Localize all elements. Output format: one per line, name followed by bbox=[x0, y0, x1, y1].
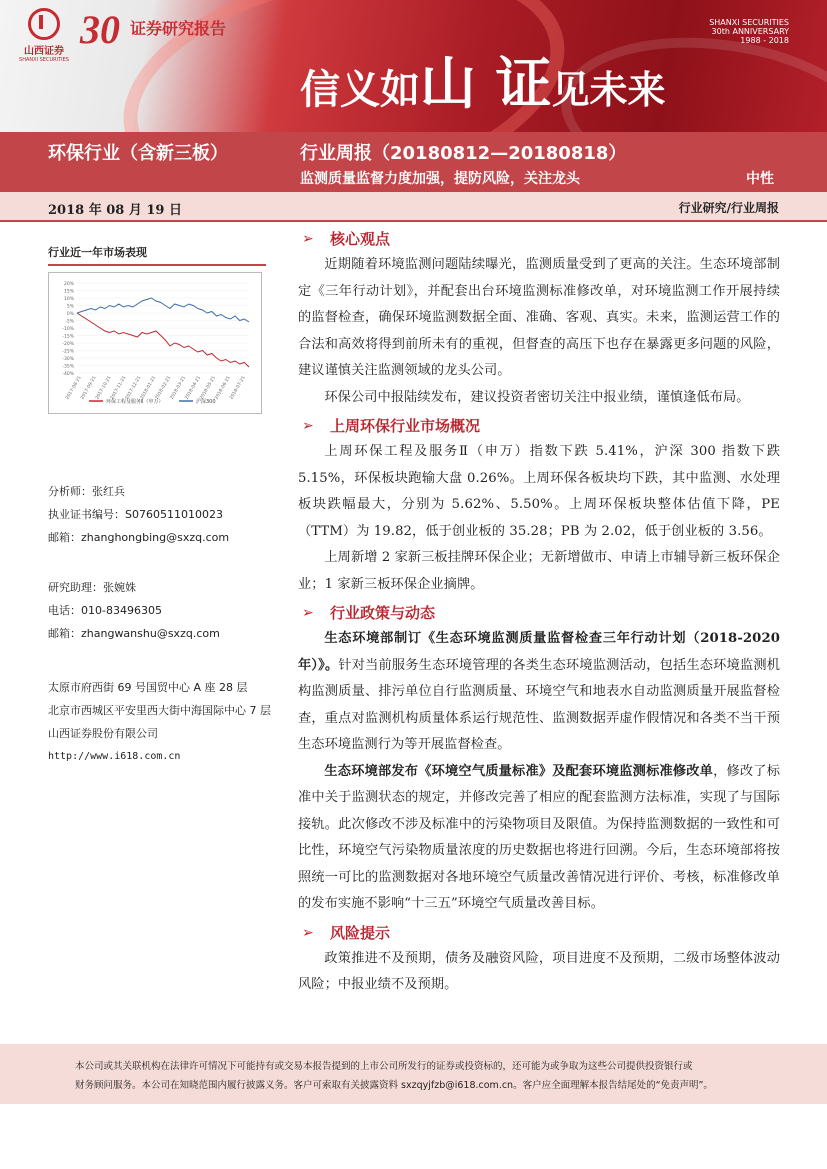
main-content bbox=[298, 224, 780, 999]
assistant-phone: 电话：010-83496305 bbox=[48, 604, 162, 617]
chart-y-tick-label: -40% bbox=[62, 372, 74, 377]
section-arrow-icon: ➢ bbox=[302, 605, 314, 621]
section-heading-core bbox=[298, 226, 780, 252]
section-heading-risk bbox=[298, 920, 780, 946]
report-type: 证券研究报告 bbox=[130, 19, 227, 38]
banner-slogan bbox=[300, 40, 666, 120]
section-title: 风险提示 bbox=[330, 923, 391, 942]
disclaimer-line: 本公司或其关联机构在法律许可情况下可能持有或交易本报告提到的上市公司所发行的证券或投资标的，还可能为或争取为这些公司提供投资银行或 bbox=[75, 1061, 693, 1072]
anniversary-en-line: 1988 - 2018 bbox=[740, 36, 789, 45]
section-arrow-icon: ➢ bbox=[302, 418, 314, 434]
address-taiyuan: 太原市府西街 69 号国贸中心 A 座 28 层 bbox=[48, 681, 248, 694]
chart-x-tick-label: 2017-11-21 bbox=[110, 375, 128, 401]
market-chart-svg bbox=[49, 273, 261, 413]
anniversary-en-line: SHANXI SECURITIES bbox=[709, 18, 789, 27]
logo-mark-icon bbox=[28, 8, 60, 40]
section-title: 核心观点 bbox=[330, 230, 391, 248]
anniversary-en-text bbox=[709, 18, 789, 45]
banner bbox=[0, 0, 827, 132]
rating-badge: 中性 bbox=[746, 171, 774, 187]
sidebar bbox=[48, 244, 266, 414]
slogan-part: 见未来 bbox=[551, 68, 666, 112]
policy-body: ，修改了标准中关于监测状态的规定，并修改完善了相应的配套监测方法标准，实现了与国际接轨。此次修改不涉及标准中的污染物项目及限值。为保持监测数据的一致性和可比性，环境空气污染物质量浓度的历史数据也将进行回溯。今后，生态环境部将按照统一可比的监测数据对各地环境空气质量改善情况进行评价、考核，标准修改单的发布实施不影响“十三五”环境空气质量改善目标。 bbox=[298, 763, 780, 911]
chart-x-tick-label: 2017-08-21 bbox=[65, 375, 83, 401]
section-arrow-icon: ➢ bbox=[302, 924, 314, 941]
company-address bbox=[48, 678, 274, 766]
slogan-part: 信义如 bbox=[300, 67, 420, 113]
disclaimer-footer bbox=[0, 1044, 827, 1104]
chart-y-tick-label: -10% bbox=[62, 327, 74, 332]
chart-y-tick-label: 20% bbox=[63, 282, 74, 287]
logo-en-text: SHANXI SECURITIES bbox=[19, 57, 69, 63]
chart-y-tick-label: 5% bbox=[66, 304, 74, 310]
chart-x-tick-label: 2017-12-21 bbox=[124, 375, 143, 401]
chart-x-tick-label: 2018-03-21 bbox=[169, 375, 188, 401]
section-heading-policy bbox=[298, 600, 780, 626]
company-logo bbox=[14, 8, 74, 63]
policy-paragraph bbox=[298, 759, 780, 918]
chart-y-tick-label: -25% bbox=[62, 349, 74, 355]
date-band bbox=[0, 192, 827, 222]
report-date: 2018 年 08 月 19 日 bbox=[48, 203, 182, 218]
assistant-info bbox=[48, 576, 220, 645]
market-chart bbox=[48, 272, 262, 414]
chart-y-tick-label: -35% bbox=[62, 364, 74, 370]
chart-x-tick-label: 2018-01-21 bbox=[139, 375, 158, 401]
section-heading-market bbox=[298, 413, 780, 439]
policy-body: 针对当前服务生态环境管理的各类生态环境监测活动，包括生态环境监测机构监测质量、排污单位自行监测质量、环境空气和地表水自动监测质量开展监督检查，重点对监测机构质量体系运行规范性、监测数据弄虚作假情况和各类不当干预生态环境监测行为等开展监督检查。 bbox=[298, 657, 781, 752]
core-paragraph: 近期随着环境监测问题陆续曝光，监测质量受到了更高的关注。生态环境部制定《三年行动计划》，并配套出台环境监测标准修改单，对环境监测工作开展持续的监督检查，确保环境监测数据全面、准确、客观、真实。未来，监测运营工作的合法和高效将得到前所未有的重视，但督查的高压下也存在暴露更多问题的风险，建议谨慎关注监测领域的龙头公司。 bbox=[298, 257, 780, 378]
chart-y-tick-label: -30% bbox=[62, 357, 74, 362]
chart-series-line bbox=[77, 298, 249, 322]
chart-y-tick-label: -15% bbox=[62, 334, 74, 340]
analyst-info bbox=[48, 480, 229, 549]
section-arrow-icon: ➢ bbox=[302, 231, 314, 247]
disclaimer-line: 财务顾问服务。本公司在知晓范围内履行披露义务。客户可索取有关披露资料 sxzqyjfzb@i618.com.cn。客户应全面理解本报告结尾处的“免责声明”。 bbox=[75, 1080, 713, 1091]
company-website-link[interactable]: http://www.i618.com.cn bbox=[48, 751, 181, 762]
chart-series-line bbox=[77, 313, 249, 367]
chart-title: 行业近一年市场表现 bbox=[48, 244, 266, 266]
chart-y-tick-label: -5% bbox=[65, 319, 74, 325]
analyst-email[interactable]: 邮箱：zhanghongbing@sxzq.com bbox=[48, 531, 230, 544]
chart-y-tick-label: -20% bbox=[62, 342, 74, 347]
chart-x-tick-label: 2018-05-21 bbox=[199, 375, 217, 401]
slogan-part: 山 证 bbox=[420, 52, 552, 117]
chart-x-tick-label: 2018-06-21 bbox=[214, 375, 232, 401]
chart-x-tick-label: 2018-04-21 bbox=[184, 375, 203, 401]
chart-legend-label: 环保工程及服务Ⅱ（申万） bbox=[106, 399, 164, 405]
core-paragraph: 环保公司中报陆续发布，建议投资者密切关注中报业绩，谨慎逢低布局。 bbox=[324, 389, 750, 405]
chart-x-tick-label: 2018-07-21 bbox=[229, 375, 247, 401]
risk-paragraph: 政策推进不及预期，债务及融资风险，项目进度不及预期，二级市场整体波动风险；中报业绩不及预期。 bbox=[298, 950, 780, 992]
policy-lead-bold: 生态环境部制订《生态环境监测质量监督检查三年行动计划（2018-2020年）》。 bbox=[298, 631, 780, 673]
address-beijing: 北京市西城区平安里西大街中海国际中心 7 层 bbox=[48, 704, 271, 717]
report-category: 行业研究/行业周报 bbox=[678, 201, 779, 215]
chart-x-tick-label: 2017-10-21 bbox=[95, 375, 113, 401]
company-name: 山西证券股份有限公司 bbox=[48, 727, 158, 740]
report-title: 行业周报（20180812—20180818） bbox=[300, 143, 627, 164]
analyst-license: 执业证书编号：S0760511010023 bbox=[48, 508, 223, 521]
policy-lead-bold: 生态环境部发布《环境空气质量标准》及配套环境监测标准修改单 bbox=[324, 763, 714, 779]
title-band bbox=[0, 132, 827, 192]
industry-name: 环保行业（含新三板） bbox=[48, 143, 228, 164]
market-paragraph: 上周环保工程及服务Ⅱ（申万）指数下跌 5.41%，沪深 300 指数下跌 5.15%，环保板块跑输大盘 0.26%。上周环保各板块均下跌，其中监测、水处理板块跌幅最大，分别为 5.62%、5.50%。上周环保板块整体估值下降，PE（TTM）为 19.82，低于创业板的 35.28；PB 为 2.02，低于创业板的 3.56。 bbox=[298, 444, 780, 539]
analyst-name: 分析师：张红兵 bbox=[48, 485, 125, 498]
section-title: 上周环保行业市场概况 bbox=[330, 417, 481, 435]
anniversary-en-line: 30th ANNIVERSARY bbox=[711, 27, 789, 36]
chart-x-tick-label: 2017-09-21 bbox=[80, 375, 98, 401]
policy-paragraph bbox=[298, 626, 780, 759]
chart-y-tick-label: 0% bbox=[66, 312, 74, 317]
anniversary-mark: 30 bbox=[80, 7, 120, 52]
chart-y-tick-label: 10% bbox=[63, 297, 74, 302]
chart-y-tick-label: 15% bbox=[63, 289, 74, 295]
chart-x-tick-label: 2018-02-21 bbox=[154, 375, 173, 401]
report-headline: 监测质量监督力度加强，提防风险，关注龙头 bbox=[300, 171, 580, 187]
market-paragraph: 上周新增 2 家新三板挂牌环保企业；无新增做市、申请上市辅导新三板环保企业；1 家新三板环保企业摘牌。 bbox=[298, 550, 780, 592]
chart-legend-label: 沪深300 bbox=[196, 399, 216, 405]
assistant-email[interactable]: 邮箱：zhangwanshu@sxzq.com bbox=[48, 627, 220, 640]
section-title: 行业政策与动态 bbox=[330, 604, 436, 622]
assistant-name: 研究助理：张婉姝 bbox=[48, 581, 136, 594]
logo-cn-text: 山西证券 bbox=[24, 46, 64, 57]
